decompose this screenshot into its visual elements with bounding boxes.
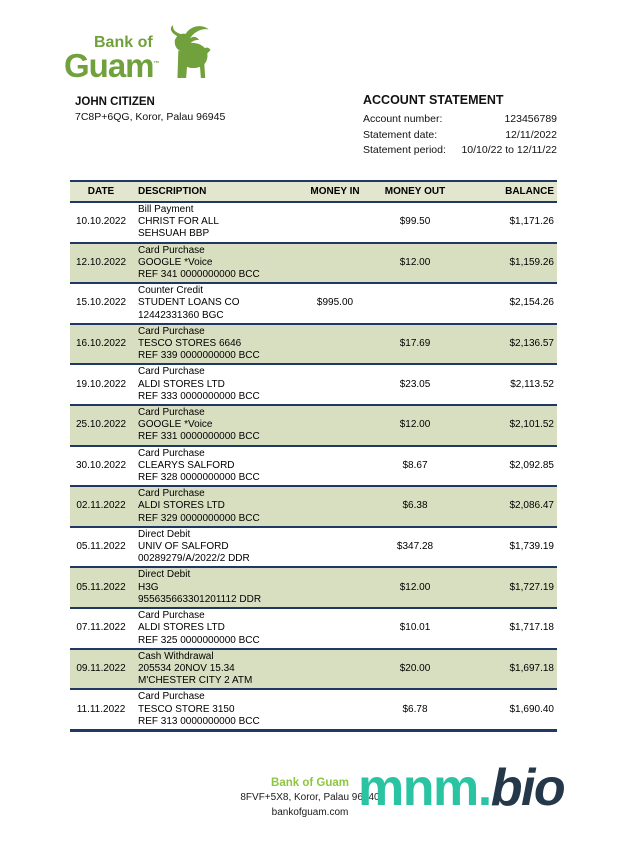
description-type: Card Purchase bbox=[138, 447, 205, 459]
description-type: Cash Withdrawal bbox=[138, 650, 214, 662]
description-type: Counter Credit bbox=[138, 285, 204, 297]
statement-field-value: 10/10/22 to 12/11/22 bbox=[461, 144, 557, 156]
cell-money-in bbox=[300, 486, 370, 527]
description-payee: GOOGLE *Voice bbox=[138, 256, 213, 268]
description-reference: 00289279/A/2022/2 DDR bbox=[138, 553, 250, 565]
cell-description bbox=[132, 527, 300, 568]
header-date: DATE bbox=[70, 181, 132, 202]
cell-money-out: $12.00 bbox=[399, 419, 431, 431]
description-payee: CLEARYS SALFORD bbox=[138, 459, 235, 471]
header-money-in: MONEY IN bbox=[300, 181, 370, 202]
cell-balance: $1,171.26 bbox=[509, 216, 554, 228]
description-reference: M'CHESTER CITY 2 ATM bbox=[138, 675, 253, 687]
cell-balance: $1,727.19 bbox=[509, 581, 554, 593]
carabao-icon bbox=[161, 24, 213, 80]
header-money-out: MONEY OUT bbox=[370, 181, 460, 202]
cell-date: 25.10.2022 bbox=[75, 419, 127, 431]
cell-description bbox=[132, 405, 300, 446]
table-row bbox=[70, 405, 557, 446]
table-row bbox=[70, 649, 557, 690]
table-row bbox=[70, 364, 557, 405]
header-description: DESCRIPTION bbox=[132, 181, 300, 202]
statement-field-label: Account number: bbox=[363, 113, 443, 125]
logo-guam: Guam™ bbox=[64, 47, 159, 84]
bank-of-guam-logo bbox=[64, 24, 213, 82]
description-type: Card Purchase bbox=[138, 366, 205, 378]
transactions-body bbox=[70, 202, 557, 730]
cell-money-in bbox=[300, 243, 370, 284]
account-statement-block bbox=[363, 92, 557, 159]
cell-money-out: $6.78 bbox=[402, 703, 428, 715]
logo-bank-of: Bank of bbox=[94, 34, 153, 51]
cell-balance: $1,717.18 bbox=[509, 622, 554, 634]
description-type: Card Purchase bbox=[138, 325, 205, 337]
cell-date: 05.11.2022 bbox=[76, 581, 126, 593]
footer-website: bankofguam.com bbox=[271, 806, 349, 818]
cell-money-out: $12.00 bbox=[399, 256, 431, 268]
cell-description bbox=[132, 486, 300, 527]
description-reference: SEHSUAH BBP bbox=[138, 228, 210, 240]
cell-balance: $2,136.57 bbox=[509, 338, 554, 350]
cell-money-in: $995.00 bbox=[316, 297, 354, 309]
statement-field bbox=[363, 143, 557, 159]
cell-date: 19.10.2022 bbox=[75, 378, 127, 390]
table-row bbox=[70, 486, 557, 527]
description-reference: REF 325 0000000000 BCC bbox=[138, 634, 260, 646]
description-payee: STUDENT LOANS CO bbox=[138, 297, 240, 309]
cell-description bbox=[132, 567, 300, 608]
description-reference: REF 333 0000000000 BCC bbox=[138, 390, 260, 402]
cell-money-out: $23.05 bbox=[399, 378, 431, 390]
header-balance: BALANCE bbox=[460, 181, 557, 202]
description-reference: REF 313 0000000000 BCC bbox=[138, 715, 260, 727]
statement-field bbox=[363, 128, 557, 144]
cell-date: 11.11.2022 bbox=[76, 703, 126, 715]
cell-date: 09.11.2022 bbox=[76, 662, 126, 674]
description-type: Card Purchase bbox=[138, 244, 205, 256]
description-payee: TESCO STORE 3150 bbox=[138, 703, 235, 715]
statement-title: ACCOUNT STATEMENT bbox=[363, 93, 504, 107]
description-payee: ALDI STORES LTD bbox=[138, 500, 225, 512]
description-type: Direct Debit bbox=[138, 528, 191, 540]
watermark-bio: bio bbox=[490, 759, 565, 817]
cell-balance: $1,697.18 bbox=[509, 662, 554, 674]
description-reference: REF 331 0000000000 BCC bbox=[138, 431, 260, 443]
statement-fields bbox=[363, 112, 557, 159]
description-reference: REF 328 0000000000 BCC bbox=[138, 472, 260, 484]
description-payee: H3G bbox=[138, 581, 159, 593]
cell-balance: $2,086.47 bbox=[509, 500, 554, 512]
description-payee: TESCO STORES 6646 bbox=[138, 338, 242, 350]
customer-block bbox=[75, 94, 225, 125]
description-reference: REF 339 0000000000 BCC bbox=[138, 350, 260, 362]
customer-address: 7C8P+6QG, Koror, Palau 96945 bbox=[75, 111, 226, 123]
description-reference: REF 329 0000000000 BCC bbox=[138, 512, 260, 524]
cell-money-out: $6.38 bbox=[402, 500, 428, 512]
cell-money-out bbox=[370, 283, 460, 324]
table-row bbox=[70, 689, 557, 730]
description-type: Bill Payment bbox=[138, 204, 194, 215]
cell-date: 05.11.2022 bbox=[76, 541, 126, 553]
description-type: Card Purchase bbox=[138, 610, 205, 622]
description-payee: GOOGLE *Voice bbox=[138, 419, 213, 431]
cell-description bbox=[132, 608, 300, 649]
cell-description bbox=[132, 202, 300, 243]
statement-field-label: Statement date: bbox=[363, 128, 438, 141]
cell-date: 16.10.2022 bbox=[75, 338, 127, 350]
cell-money-in bbox=[300, 567, 370, 608]
description-payee: ALDI STORES LTD bbox=[138, 378, 225, 390]
statement-field-value: 12/11/2022 bbox=[505, 128, 557, 141]
cell-money-in bbox=[300, 324, 370, 365]
transactions-table bbox=[70, 180, 557, 732]
watermark-mnm: mnm. bbox=[358, 759, 491, 817]
cell-date: 12.10.2022 bbox=[75, 256, 127, 268]
description-reference: 955635663301201112 DDR bbox=[138, 593, 262, 605]
table-row bbox=[70, 608, 557, 649]
description-payee: ALDI STORES LTD bbox=[138, 622, 225, 634]
cell-balance: $2,113.52 bbox=[510, 378, 554, 390]
cell-money-out: $8.67 bbox=[402, 459, 428, 471]
mnm-bio-watermark bbox=[358, 759, 565, 817]
cell-date: 07.11.2022 bbox=[76, 622, 126, 634]
description-type: Direct Debit bbox=[138, 569, 191, 581]
cell-money-out: $99.50 bbox=[399, 216, 431, 228]
cell-balance: $2,154.26 bbox=[509, 297, 554, 309]
cell-money-in bbox=[300, 364, 370, 405]
footer-bank-name: Bank of Guam bbox=[271, 777, 349, 789]
cell-description bbox=[132, 324, 300, 365]
statement-field-value: 123456789 bbox=[504, 113, 557, 125]
statement-field-label: Statement period: bbox=[363, 144, 446, 156]
table-row bbox=[70, 527, 557, 568]
cell-balance: $1,739.19 bbox=[509, 541, 554, 553]
cell-description bbox=[132, 649, 300, 690]
cell-description bbox=[132, 243, 300, 284]
cell-money-out: $10.01 bbox=[399, 622, 431, 634]
table-row bbox=[70, 283, 557, 324]
cell-money-out: $12.00 bbox=[399, 581, 431, 593]
description-reference: 12442331360 BGC bbox=[138, 309, 224, 321]
table-row bbox=[70, 446, 557, 487]
footer-address: 8FVF+5X8, Koror, Palau 96940 bbox=[240, 792, 380, 803]
cell-money-in bbox=[300, 202, 370, 243]
table-row bbox=[70, 243, 557, 284]
description-type: Card Purchase bbox=[138, 407, 205, 419]
cell-description bbox=[132, 446, 300, 487]
cell-money-out: $20.00 bbox=[399, 662, 431, 674]
description-type: Card Purchase bbox=[138, 488, 205, 500]
transactions-table-wrap bbox=[70, 180, 557, 732]
description-payee: UNIV OF SALFORD bbox=[138, 541, 229, 553]
description-reference: REF 341 0000000000 BCC bbox=[138, 269, 260, 281]
cell-money-in bbox=[300, 649, 370, 690]
cell-date: 02.11.2022 bbox=[76, 500, 126, 512]
cell-date: 15.10.2022 bbox=[75, 297, 127, 309]
cell-description bbox=[132, 689, 300, 730]
cell-balance: $1,159.26 bbox=[509, 256, 554, 268]
description-type: Card Purchase bbox=[138, 691, 205, 703]
table-row bbox=[70, 202, 557, 243]
cell-balance: $2,092.85 bbox=[509, 459, 554, 471]
table-header bbox=[70, 181, 557, 202]
cell-balance: $1,690.40 bbox=[509, 703, 554, 715]
cell-money-in bbox=[300, 405, 370, 446]
cell-date: 30.10.2022 bbox=[75, 459, 127, 471]
description-payee: CHRIST FOR ALL bbox=[138, 216, 219, 228]
cell-money-out: $347.28 bbox=[396, 541, 434, 553]
cell-description bbox=[132, 283, 300, 324]
cell-description bbox=[132, 364, 300, 405]
customer-name: JOHN CITIZEN bbox=[75, 96, 155, 108]
cell-money-out: $17.69 bbox=[399, 338, 431, 350]
cell-money-in bbox=[300, 446, 370, 487]
table-row bbox=[70, 324, 557, 365]
logo-wordmark bbox=[64, 35, 159, 82]
table-row bbox=[70, 567, 557, 608]
cell-money-in bbox=[300, 527, 370, 568]
description-payee: 205534 20NOV 15.34 bbox=[138, 662, 235, 674]
trademark-symbol: ™ bbox=[153, 61, 159, 67]
cell-money-in bbox=[300, 689, 370, 730]
cell-money-in bbox=[300, 608, 370, 649]
cell-date: 10.10.2022 bbox=[75, 216, 127, 228]
statement-field bbox=[363, 112, 557, 128]
cell-balance: $2,101.52 bbox=[509, 419, 554, 431]
